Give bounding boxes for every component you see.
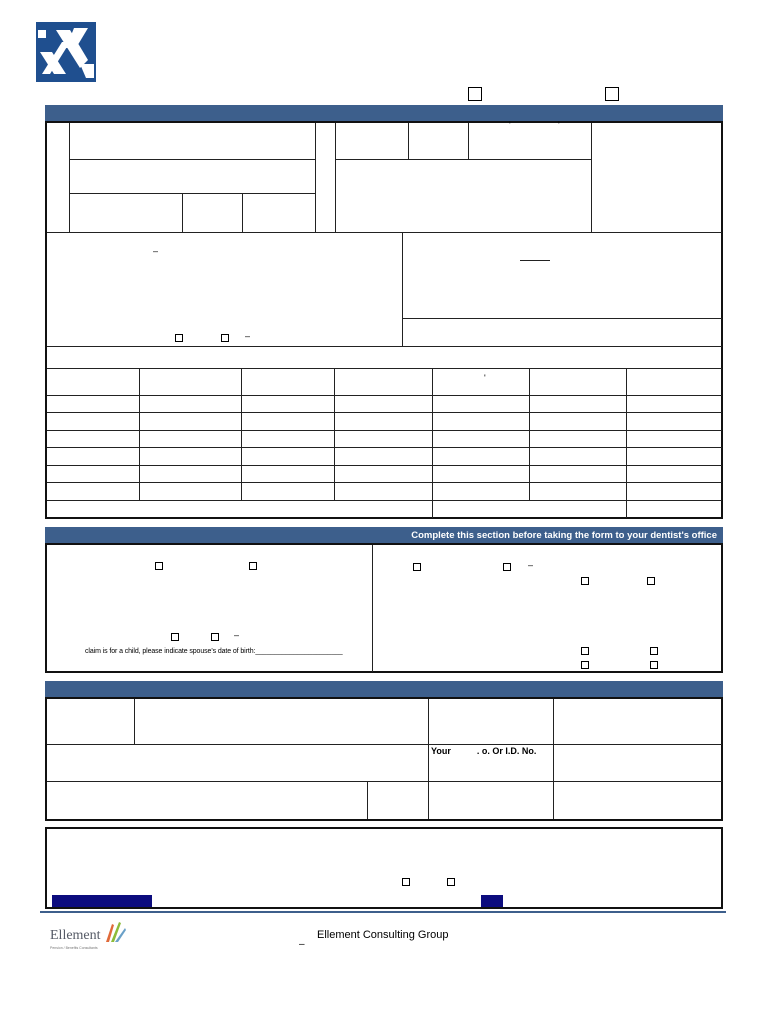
- ellement-logo: [50, 918, 128, 958]
- ellement-leaf-icon: [102, 918, 128, 944]
- your-id-label: Your . o. Or I.D. No.: [431, 746, 537, 756]
- spouse-dob-note: claim is for a child, please indicate spouse's date of birth:_______________________: [85, 648, 343, 655]
- top-checkbox-1[interactable]: [468, 87, 482, 101]
- employee-checkbox-b[interactable]: [249, 562, 257, 570]
- coverage-checkbox-d[interactable]: [647, 577, 655, 585]
- ellement-logo-tagline: Pension / Benefits Consultants: [50, 946, 98, 950]
- spouse-checkbox-yes[interactable]: [171, 633, 179, 641]
- coverage-checkbox-g[interactable]: [581, 661, 589, 669]
- footer-company-name: Ellement Consulting Group: [317, 929, 449, 941]
- ellement-logo-text: Ellement: [50, 928, 101, 943]
- authorization-checkbox-yes[interactable]: [402, 878, 410, 886]
- coverage-checkbox-c[interactable]: [581, 577, 589, 585]
- coverage-checkbox-f[interactable]: [650, 647, 658, 655]
- section-1-box: [45, 121, 723, 519]
- patient-checkbox-yes[interactable]: [175, 334, 183, 342]
- section-2-header-text: Complete this section before taking the form to your dentist's office: [411, 530, 717, 541]
- coverage-checkbox-h[interactable]: [650, 661, 658, 669]
- spouse-checkbox-no[interactable]: [211, 633, 219, 641]
- patient-checkbox-no[interactable]: [221, 334, 229, 342]
- other-coverage-checkbox-yes[interactable]: [413, 563, 421, 571]
- insurer-logo: [36, 22, 96, 82]
- top-checkbox-2[interactable]: [605, 87, 619, 101]
- section-2-header-bar: [45, 527, 723, 544]
- section-3-box: [45, 697, 723, 821]
- authorization-checkbox-no[interactable]: [447, 878, 455, 886]
- section-3-header-bar: [45, 681, 723, 698]
- footer-rule: [40, 911, 726, 913]
- coverage-checkbox-e[interactable]: [581, 647, 589, 655]
- navy-field-left: [52, 895, 152, 907]
- employee-checkbox-a[interactable]: [155, 562, 163, 570]
- section-1-header-bar: [45, 105, 723, 122]
- other-coverage-checkbox-no[interactable]: [503, 563, 511, 571]
- navy-field-right: [481, 895, 503, 907]
